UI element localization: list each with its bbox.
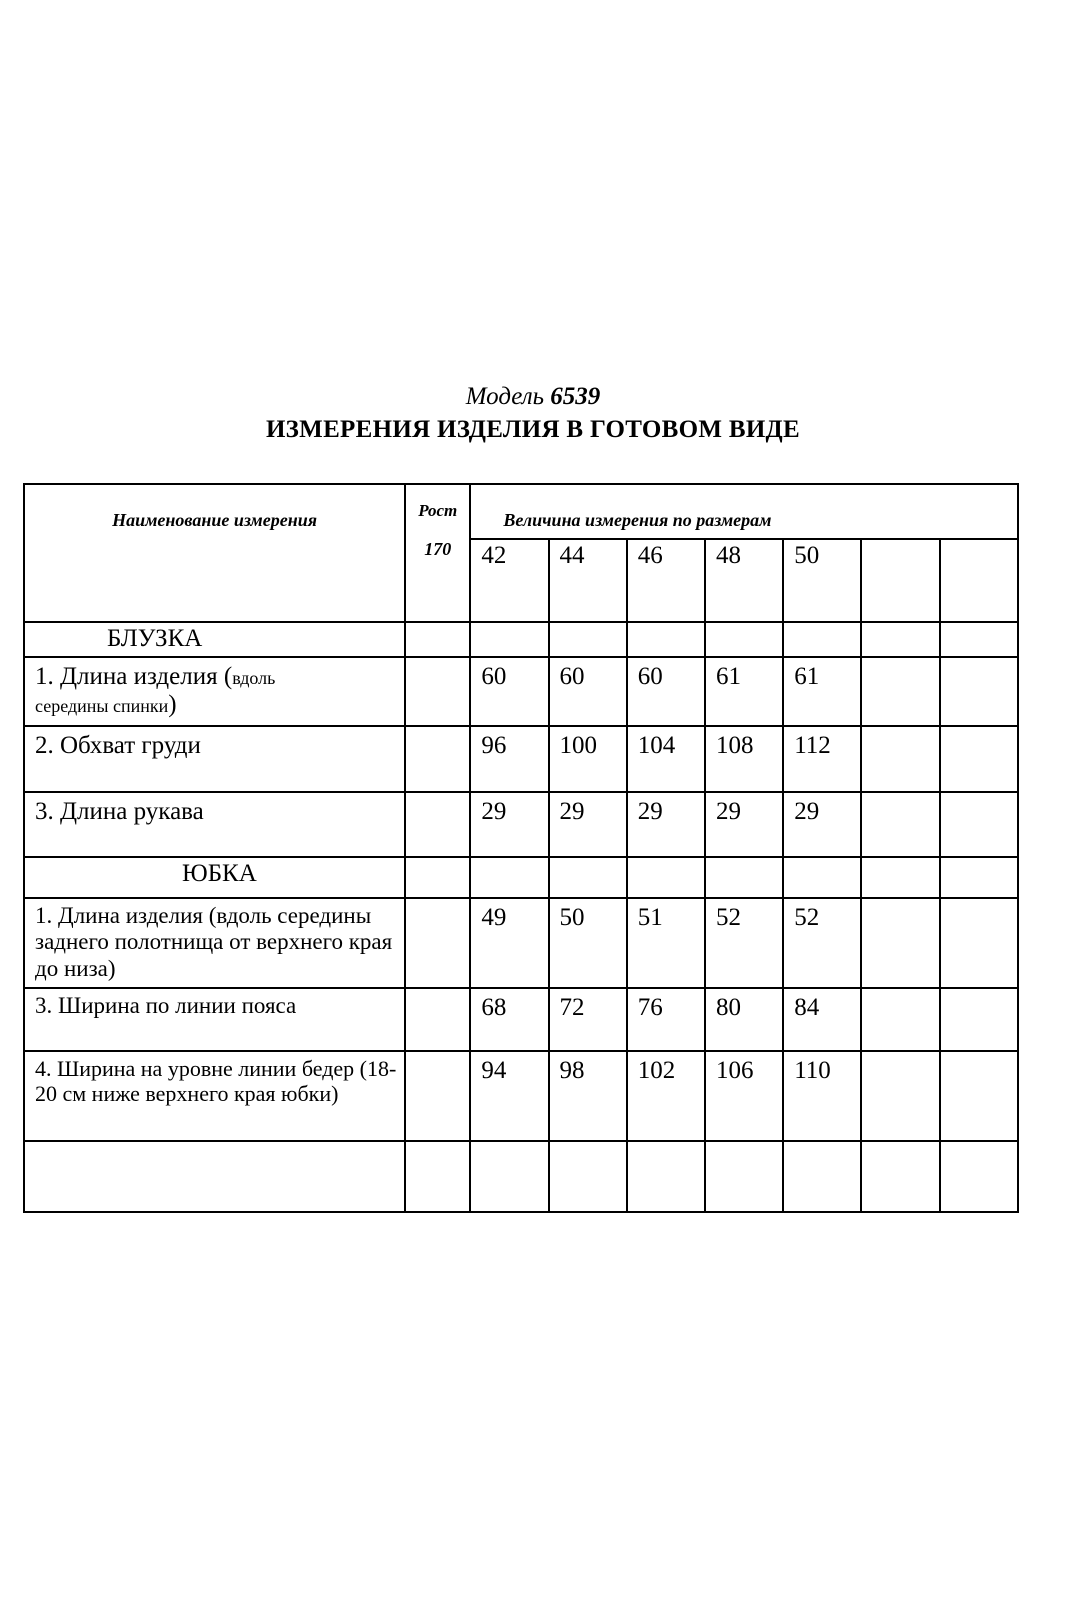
measurement-label: 2. Обхват груди bbox=[24, 726, 405, 792]
value-cell: 108 bbox=[705, 726, 783, 792]
size-cell: 50 bbox=[783, 539, 861, 622]
model-number: 6539 bbox=[550, 383, 601, 410]
model-prefix: Модель bbox=[465, 383, 545, 410]
measurement-label: 1. Длина изделия (вдоль середины заднего полотнища от верхнего края до низа) bbox=[24, 898, 405, 988]
value-cell: 94 bbox=[470, 1051, 548, 1141]
measurements-table bbox=[23, 483, 1019, 1213]
table-row bbox=[24, 1051, 1018, 1141]
value-cell: 29 bbox=[470, 792, 548, 857]
value-cell: 49 bbox=[470, 898, 548, 988]
table-row bbox=[24, 898, 1018, 988]
value-cell: 106 bbox=[705, 1051, 783, 1141]
table-row bbox=[24, 657, 1018, 726]
value-cell: 98 bbox=[549, 1051, 627, 1141]
value-cell: 76 bbox=[627, 988, 705, 1051]
empty-row bbox=[24, 1141, 1018, 1212]
value-cell: 51 bbox=[627, 898, 705, 988]
value-cell: 29 bbox=[705, 792, 783, 857]
measurement-label: 3. Ширина по линии пояса bbox=[24, 988, 405, 1051]
section-title: ЮБКА bbox=[24, 857, 405, 898]
page-title: ИЗМЕРЕНИЯ ИЗДЕЛИЯ В ГОТОВОМ ВИДЕ bbox=[265, 416, 801, 443]
section-row-skirt bbox=[24, 857, 1018, 898]
model-title bbox=[0, 383, 1066, 411]
value-cell: 52 bbox=[705, 898, 783, 988]
rost-label: Рост bbox=[418, 501, 458, 520]
header-group: Величина измерения по размерам bbox=[470, 484, 1018, 539]
value-cell: 61 bbox=[783, 657, 861, 726]
value-cell: 84 bbox=[783, 988, 861, 1051]
value-cell: 29 bbox=[783, 792, 861, 857]
value-cell: 100 bbox=[549, 726, 627, 792]
header-name: Наименование измерения bbox=[24, 484, 405, 622]
measurement-label: 4. Ширина на уровне линии бедер (18-20 см ниже верхнего края юбки) bbox=[24, 1051, 405, 1141]
header-rost bbox=[405, 484, 470, 622]
value-cell: 80 bbox=[705, 988, 783, 1051]
section-row-blouse bbox=[24, 622, 1018, 657]
value-cell: 60 bbox=[627, 657, 705, 726]
value-cell: 61 bbox=[705, 657, 783, 726]
value-cell: 104 bbox=[627, 726, 705, 792]
measurement-label: 3. Длина рукава bbox=[24, 792, 405, 857]
empty-cell bbox=[940, 539, 1018, 622]
rost-value: 170 bbox=[424, 538, 452, 559]
section-title: БЛУЗКА bbox=[24, 622, 405, 657]
size-cell: 42 bbox=[470, 539, 548, 622]
table-row bbox=[24, 726, 1018, 792]
value-cell: 50 bbox=[549, 898, 627, 988]
value-cell: 29 bbox=[627, 792, 705, 857]
value-cell: 68 bbox=[470, 988, 548, 1051]
value-cell: 29 bbox=[549, 792, 627, 857]
value-cell: 60 bbox=[470, 657, 548, 726]
table-row bbox=[24, 792, 1018, 857]
value-cell: 52 bbox=[783, 898, 861, 988]
value-cell: 96 bbox=[470, 726, 548, 792]
header-row bbox=[24, 484, 1018, 539]
value-cell: 60 bbox=[549, 657, 627, 726]
size-cell: 48 bbox=[705, 539, 783, 622]
size-cell: 46 bbox=[627, 539, 705, 622]
table-row bbox=[24, 988, 1018, 1051]
measurement-label: 1. Длина изделия (вдоль середины спинки) bbox=[24, 657, 405, 726]
value-cell: 110 bbox=[783, 1051, 861, 1141]
size-cell: 44 bbox=[549, 539, 627, 622]
value-cell: 72 bbox=[549, 988, 627, 1051]
empty-cell bbox=[861, 539, 939, 622]
value-cell: 112 bbox=[783, 726, 861, 792]
value-cell: 102 bbox=[627, 1051, 705, 1141]
